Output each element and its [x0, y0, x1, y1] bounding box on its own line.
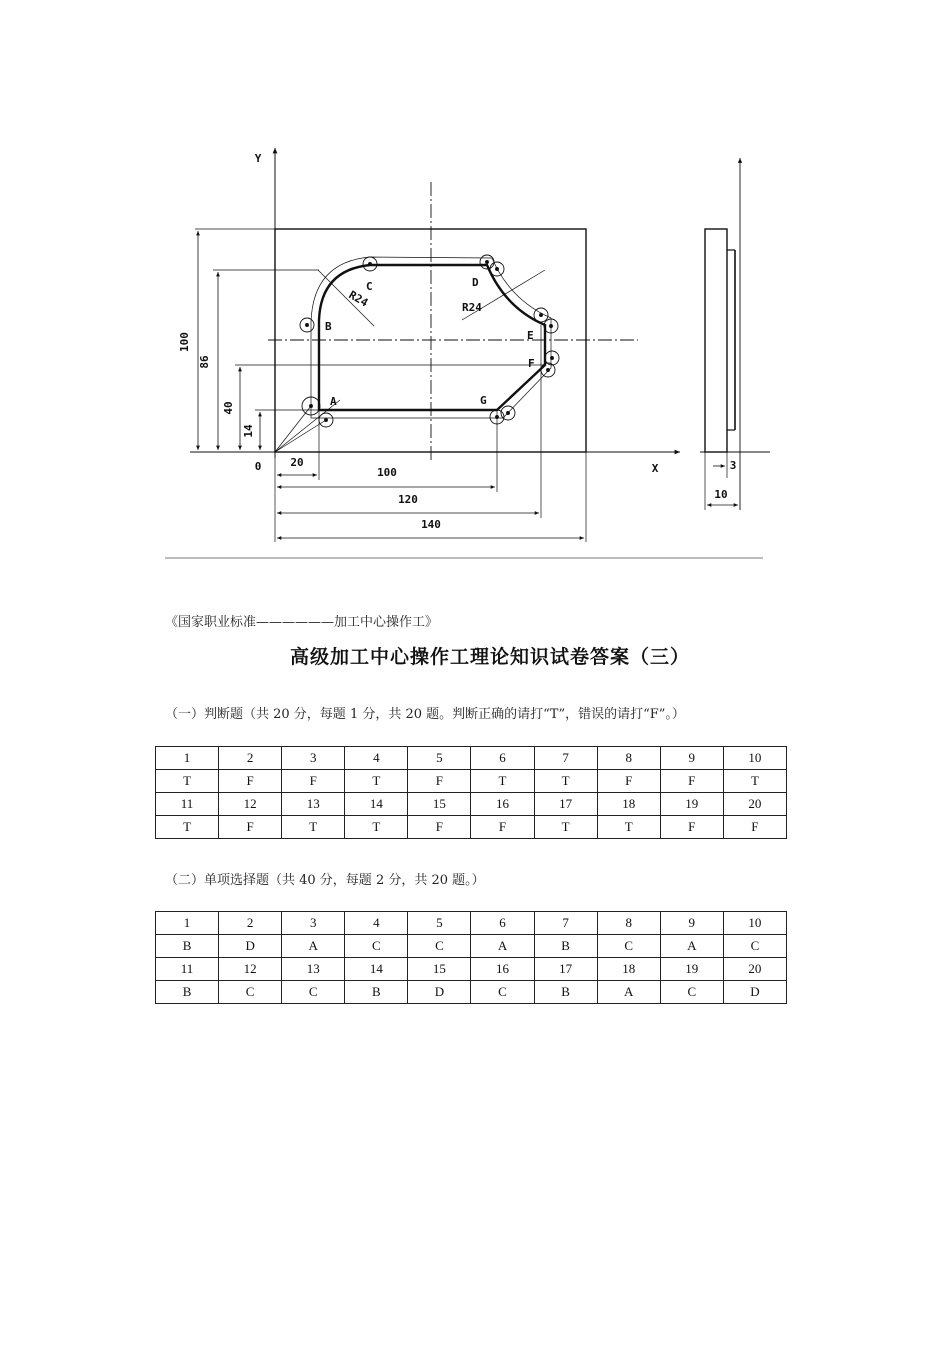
- side-dimension-10: 10: [714, 488, 728, 501]
- question-number: 18: [597, 958, 660, 981]
- answer-cell: T: [534, 816, 597, 839]
- point-e-label: E: [527, 329, 534, 342]
- answer-cell: C: [345, 935, 408, 958]
- question-number: 11: [156, 793, 219, 816]
- answer-cell: F: [723, 816, 786, 839]
- vertical-dimension-lines: [198, 231, 260, 450]
- answer-table-multiple-choice: [155, 911, 787, 1004]
- question-number: 17: [534, 793, 597, 816]
- point-b-label: B: [325, 320, 332, 333]
- answer-cell: C: [597, 935, 660, 958]
- answer-cell: C: [723, 935, 786, 958]
- answer-cell: C: [282, 981, 345, 1004]
- question-number: 15: [408, 793, 471, 816]
- question-number: 4: [345, 912, 408, 935]
- extension-lines: [195, 229, 586, 542]
- answer-cell: F: [408, 816, 471, 839]
- dimension-100-vertical: 100: [178, 332, 191, 352]
- dimension-86: 86: [198, 355, 211, 369]
- answer-cell: A: [471, 935, 534, 958]
- question-number: 9: [660, 747, 723, 770]
- question-number: 16: [471, 793, 534, 816]
- answer-cell: B: [534, 935, 597, 958]
- question-number: 20: [723, 958, 786, 981]
- question-number: 3: [282, 912, 345, 935]
- dimension-40: 40: [222, 401, 235, 415]
- answer-cell: D: [219, 935, 282, 958]
- point-a-label: A: [330, 395, 337, 408]
- answer-cell: B: [534, 981, 597, 1004]
- answer-cell: B: [156, 981, 219, 1004]
- question-number: 15: [408, 958, 471, 981]
- answer-cell: T: [534, 770, 597, 793]
- answer-table-true-false: [155, 746, 787, 839]
- radius-right-label: R24: [462, 301, 482, 314]
- answer-cell: D: [723, 981, 786, 1004]
- answer-cell: A: [597, 981, 660, 1004]
- question-number: 8: [597, 912, 660, 935]
- origin-label: 0: [254, 460, 262, 473]
- question-number: 10: [723, 912, 786, 935]
- answer-cell: A: [660, 935, 723, 958]
- question-number: 16: [471, 958, 534, 981]
- question-number: 9: [660, 912, 723, 935]
- table-row: [156, 747, 787, 770]
- table-row: [156, 981, 787, 1004]
- question-number: 13: [282, 793, 345, 816]
- dimension-100-horizontal: 100: [377, 466, 397, 479]
- answer-cell: F: [660, 770, 723, 793]
- answer-cell: T: [471, 770, 534, 793]
- y-axis-label: Y: [254, 152, 262, 165]
- question-number: 12: [219, 958, 282, 981]
- table-row: [156, 958, 787, 981]
- question-number: 4: [345, 747, 408, 770]
- question-number: 3: [282, 747, 345, 770]
- answer-cell: T: [345, 770, 408, 793]
- answer-cell: F: [219, 816, 282, 839]
- table-row: [156, 816, 787, 839]
- question-number: 10: [723, 747, 786, 770]
- question-number: 13: [282, 958, 345, 981]
- answer-cell: C: [408, 935, 471, 958]
- question-number: 14: [345, 793, 408, 816]
- table-row: [156, 770, 787, 793]
- answer-cell: B: [156, 935, 219, 958]
- point-g-label: G: [480, 394, 487, 407]
- question-number: 5: [408, 912, 471, 935]
- dimension-120: 120: [398, 493, 418, 506]
- document-title: 高级加工中心操作工理论知识试卷答案（三）: [289, 646, 690, 668]
- point-d-label: D: [472, 276, 479, 289]
- answer-cell: T: [345, 816, 408, 839]
- side-view: [700, 158, 770, 510]
- section-1-heading: （一）判断题（共 20 分，每题 1 分，共 20 题。判断正确的请打“T”，错误的请打“F”。）: [165, 707, 685, 722]
- question-number: 1: [156, 747, 219, 770]
- answer-cell: T: [597, 816, 660, 839]
- question-number: 2: [219, 747, 282, 770]
- answer-cell: T: [282, 816, 345, 839]
- question-number: 18: [597, 793, 660, 816]
- table-row: [156, 935, 787, 958]
- question-number: 17: [534, 958, 597, 981]
- page-separator: [165, 557, 763, 559]
- dimension-140: 140: [421, 518, 441, 531]
- question-number: 2: [219, 912, 282, 935]
- answer-cell: B: [345, 981, 408, 1004]
- dimension-20: 20: [290, 456, 304, 469]
- axes: [190, 148, 680, 458]
- answer-cell: F: [660, 816, 723, 839]
- question-number: 11: [156, 958, 219, 981]
- question-number: 19: [660, 793, 723, 816]
- answer-cell: F: [597, 770, 660, 793]
- answer-cell: T: [156, 816, 219, 839]
- answer-cell: C: [660, 981, 723, 1004]
- point-c-label: C: [366, 280, 373, 293]
- answer-cell: C: [471, 981, 534, 1004]
- answer-cell: F: [408, 770, 471, 793]
- question-number: 7: [534, 747, 597, 770]
- workpiece-outline: [275, 229, 586, 452]
- question-number: 12: [219, 793, 282, 816]
- question-number: 6: [471, 912, 534, 935]
- question-number: 8: [597, 747, 660, 770]
- answer-cell: F: [471, 816, 534, 839]
- answer-cell: F: [282, 770, 345, 793]
- answer-cell: A: [282, 935, 345, 958]
- x-axis-label: X: [651, 462, 659, 475]
- answer-cell: T: [156, 770, 219, 793]
- question-number: 19: [660, 958, 723, 981]
- answer-cell: D: [408, 981, 471, 1004]
- dimension-14: 14: [242, 424, 255, 438]
- question-number: 6: [471, 747, 534, 770]
- table-row: [156, 793, 787, 816]
- question-number: 5: [408, 747, 471, 770]
- question-number: 14: [345, 958, 408, 981]
- table-row: [156, 912, 787, 935]
- pocket-contour: [319, 265, 545, 410]
- answer-cell: C: [219, 981, 282, 1004]
- series-title: 《国家职业标准——————加工中心操作工》: [165, 615, 439, 630]
- radius-left-label: R24: [346, 288, 371, 310]
- question-number: 7: [534, 912, 597, 935]
- side-dimension-3: 3: [729, 459, 737, 472]
- point-f-label: F: [528, 357, 535, 370]
- answer-cell: T: [723, 770, 786, 793]
- answer-cell: F: [219, 770, 282, 793]
- question-number: 1: [156, 912, 219, 935]
- technical-drawing: [0, 0, 950, 560]
- section-2-heading: （二）单项选择题（共 40 分，每题 2 分，共 20 题。）: [165, 873, 485, 888]
- question-number: 20: [723, 793, 786, 816]
